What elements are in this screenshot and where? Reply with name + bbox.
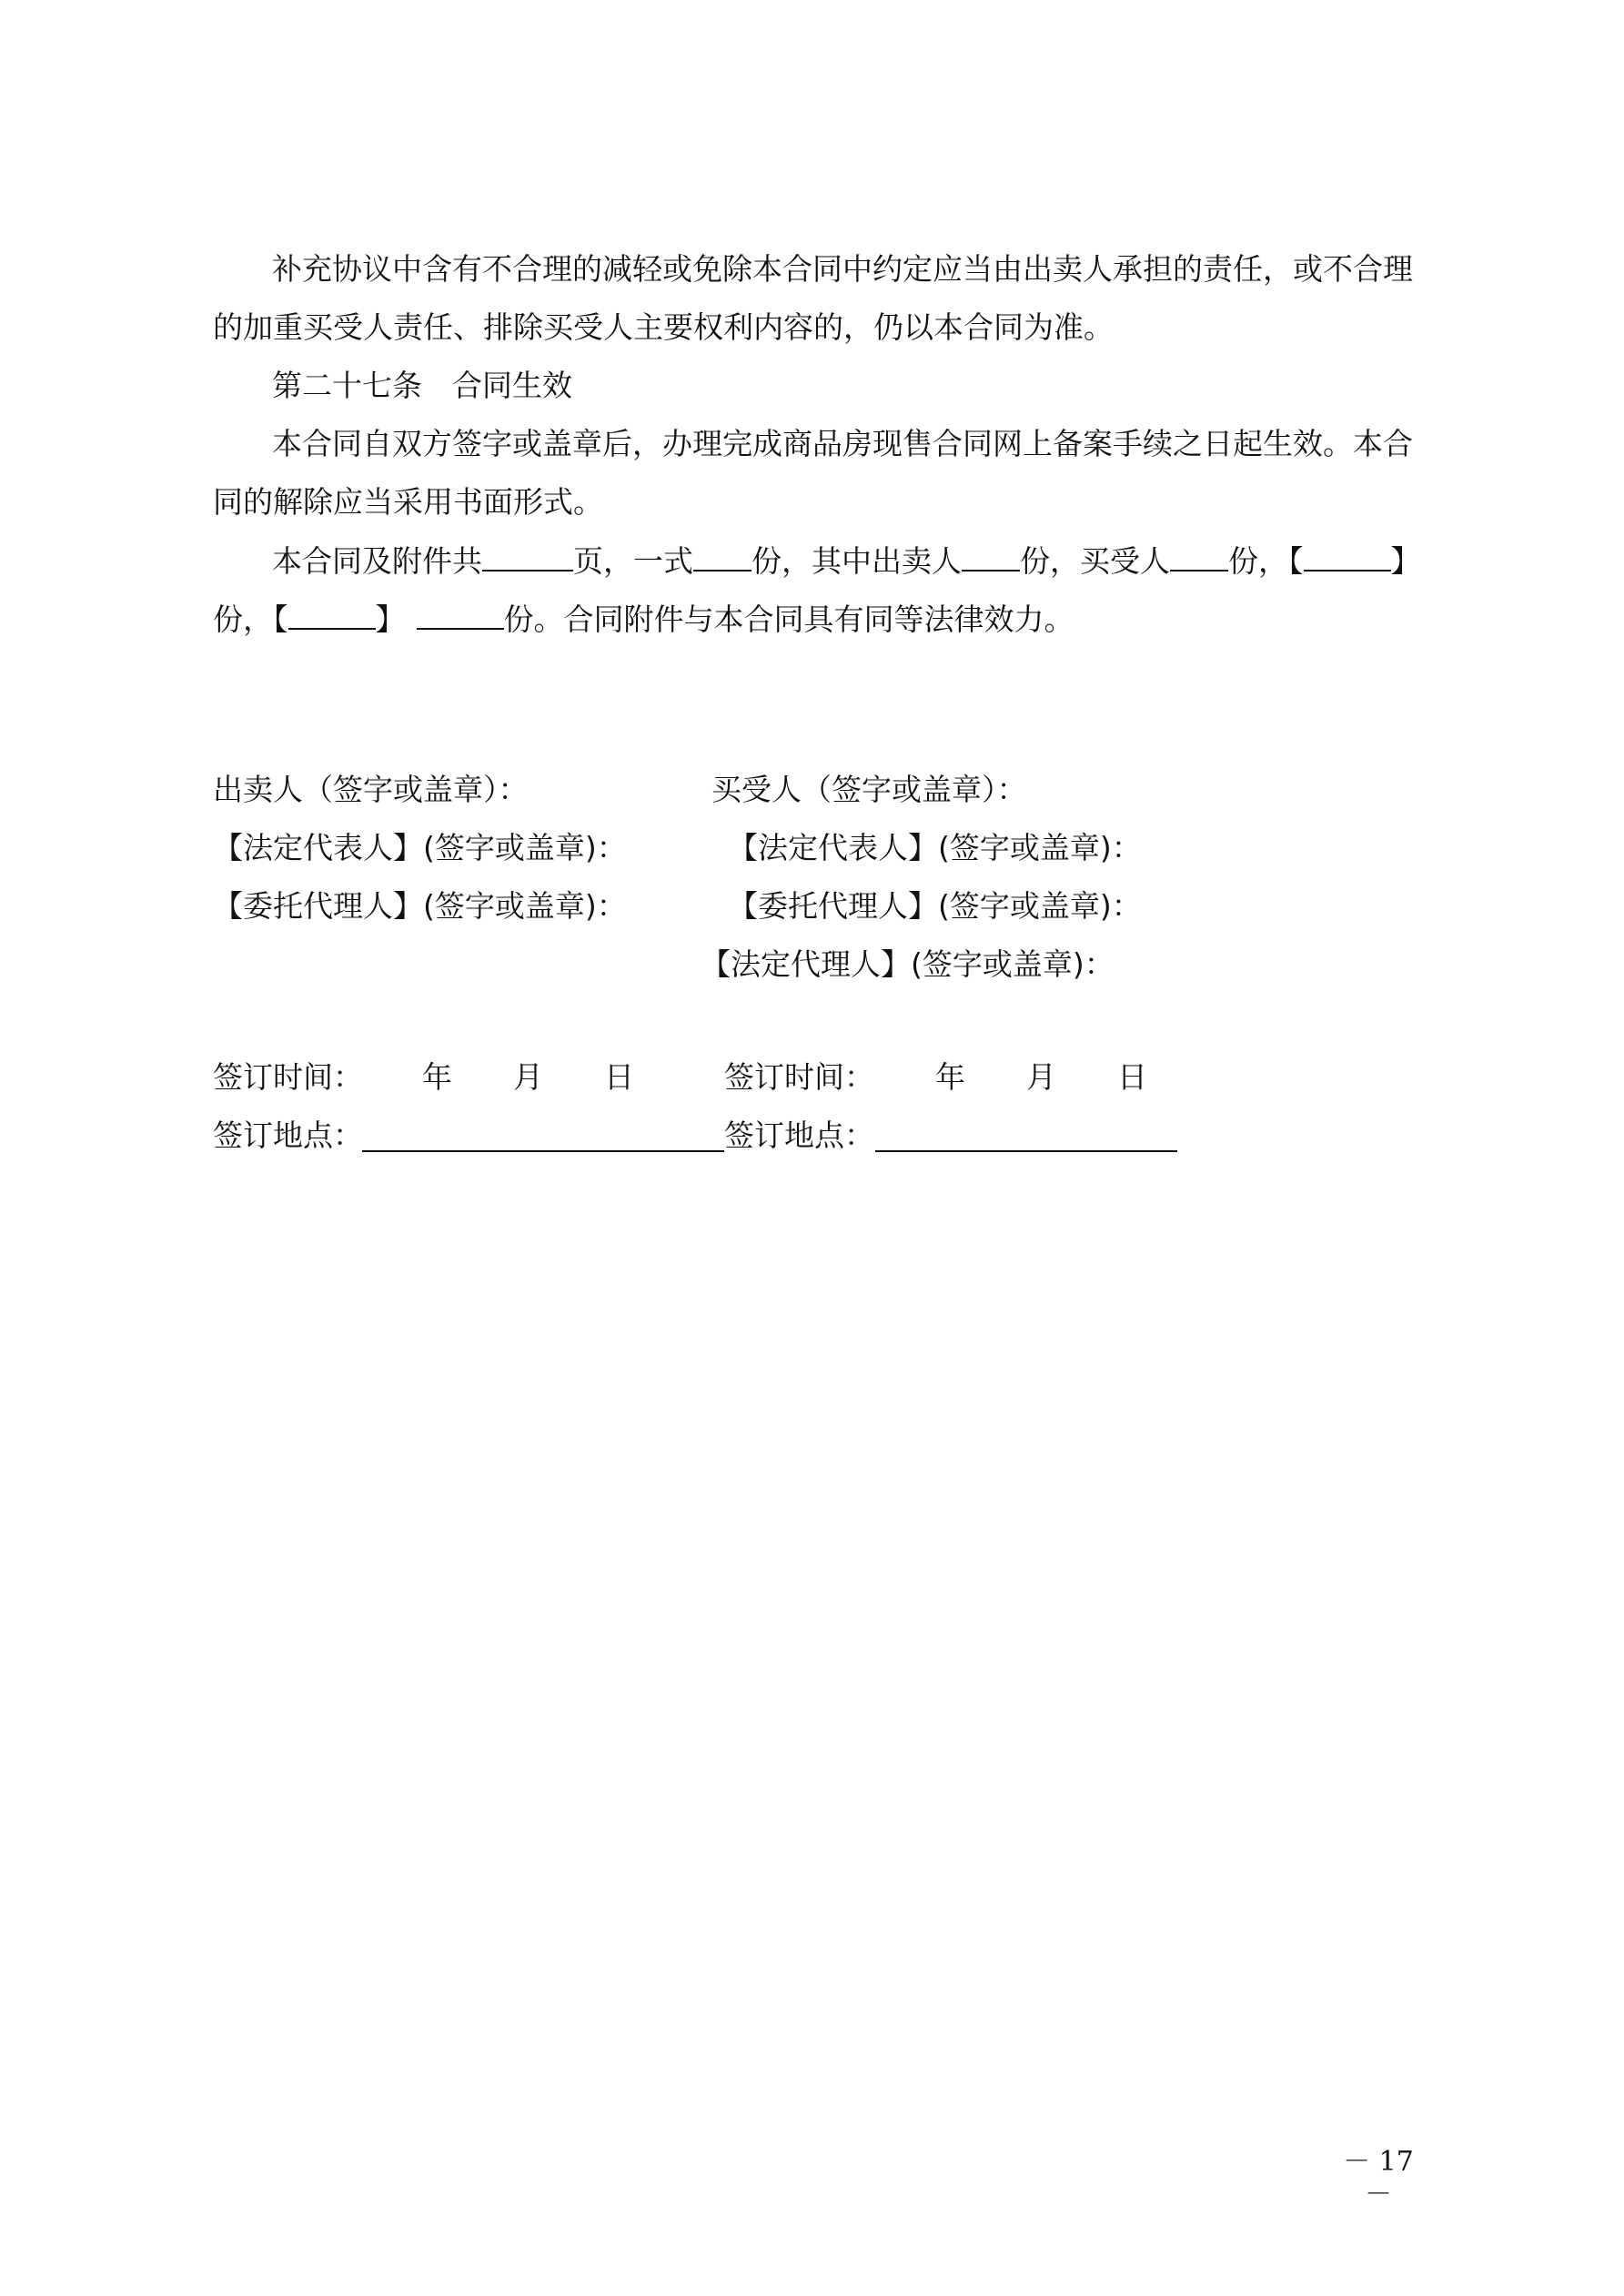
party-blank[interactable] [288, 601, 376, 630]
para3-text: 份，买受人 [1020, 543, 1170, 579]
para3-line2 [213, 601, 1423, 638]
buyer-statutory-agent: 【法定代理人】(签字或盖章)： [701, 946, 1115, 982]
para3-text: 】 [1390, 543, 1421, 579]
article-heading: 第二十七条 合同生效 [272, 368, 572, 403]
seller-copies-blank[interactable] [962, 542, 1020, 571]
para1-line2: 的加重买受人责任、排除买受人主要权利内容的，仍以本合同为准。 [213, 309, 1114, 345]
buyer-signing-place-field[interactable] [875, 1150, 1177, 1152]
buyer-month-label: 月 [1026, 1059, 1056, 1095]
buyer-copies-blank[interactable] [1170, 542, 1228, 571]
para2-line2: 同的解除应当采用书面形式。 [213, 484, 603, 520]
page-number: － 17 － [1343, 2146, 1414, 2210]
party-copies-blank[interactable] [417, 601, 504, 630]
seller-signature-title: 出卖人（签字或盖章）： [213, 772, 529, 807]
seller-day-label: 日 [604, 1059, 634, 1095]
buyer-day-label: 日 [1117, 1059, 1147, 1095]
party-blank[interactable] [1304, 542, 1391, 571]
para3-text: 页，一式 [573, 543, 693, 579]
buyer-signature-title: 买受人（签字或盖章）： [711, 772, 1027, 807]
buyer-legal-rep: 【法定代表人】(签字或盖章)： [728, 830, 1142, 865]
seller-year-label: 年 [422, 1059, 452, 1095]
para3-line1 [272, 542, 1482, 580]
para3-text: 份，【 [213, 602, 288, 637]
buyer-signing-place-label: 签订地点： [724, 1118, 874, 1153]
seller-signing-place-field[interactable] [362, 1150, 724, 1152]
seller-agent: 【委托代理人】(签字或盖章)： [213, 888, 627, 924]
copies-blank[interactable] [693, 542, 751, 571]
para3-text: 份，其中出卖人 [751, 543, 962, 579]
pages-blank[interactable] [482, 542, 573, 571]
buyer-signing-time-label: 签订时间： [724, 1059, 874, 1095]
para2-line1: 本合同自双方签字或盖章后，办理完成商品房现售合同网上备案手续之日起生效。本合 [272, 426, 1413, 461]
seller-signing-place-label: 签订地点： [213, 1118, 363, 1153]
buyer-year-label: 年 [935, 1059, 965, 1095]
para3-text: 份，【 [1228, 543, 1304, 579]
para3-text: 份。合同附件与本合同具有同等法律效力。 [503, 602, 1074, 637]
para1-line1: 补充协议中含有不合理的减轻或免除本合同中约定应当由出卖人承担的责任，或不合理 [272, 251, 1413, 287]
para3-text: 本合同及附件共 [272, 543, 482, 579]
buyer-agent: 【委托代理人】(签字或盖章)： [728, 888, 1142, 924]
para3-text: 】 [375, 602, 406, 637]
seller-signing-time-label: 签订时间： [213, 1059, 363, 1095]
seller-month-label: 月 [513, 1059, 543, 1095]
seller-legal-rep: 【法定代表人】(签字或盖章)： [213, 830, 627, 865]
